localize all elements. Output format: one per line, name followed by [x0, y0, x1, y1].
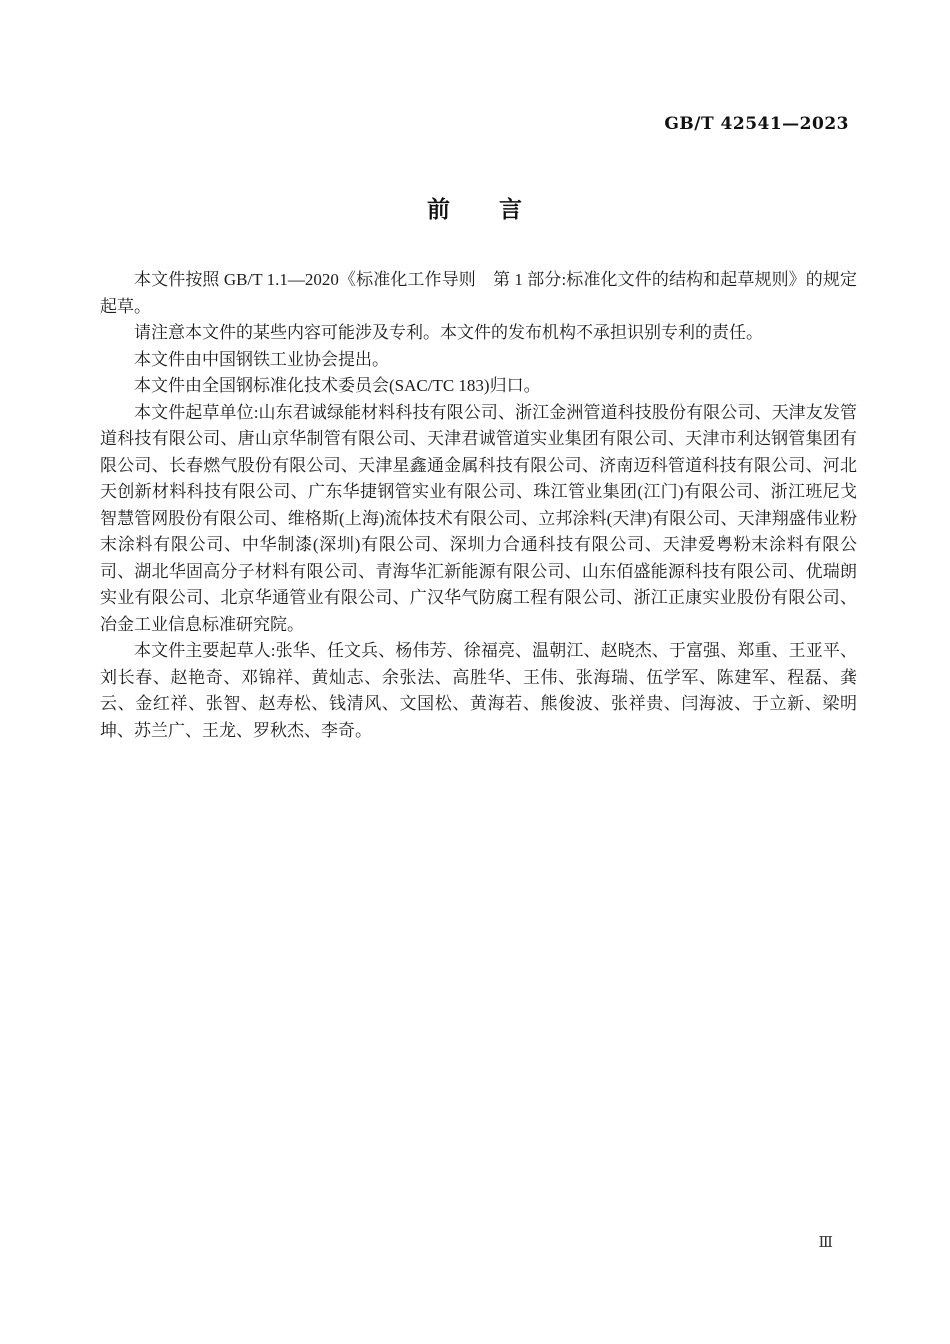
paragraph-main-drafters: 本文件主要起草人:张华、任文兵、杨伟芳、徐福亮、温朝江、赵晓杰、于富强、郑重、王亚平、刘长春、赵艳奇、邓锦祥、黄灿志、余张法、高胜华、王伟、张海瑞、伍学军、陈建军、程磊、龚云、金红祥、张智、赵寿松、钱清风、文国松、黄海若、熊俊波、张祥贵、闫海波、于立新、梁明坤、苏兰广、王龙、罗秋杰、李奇。 [100, 641, 857, 740]
standard-number: GB/T 42541—2023 [664, 114, 849, 134]
paragraph-patent-notice: 请注意本文件的某些内容可能涉及专利。本文件的发布机构不承担识别专利的责任。 [134, 323, 763, 342]
paragraph-centralized-by: 本文件由全国钢标准化技术委员会(SAC/TC 183)归口。 [134, 376, 541, 395]
paragraph-drafting-organizations: 本文件起草单位:山东君诚绿能材料科技有限公司、浙江金洲管道科技股份有限公司、天津友发管道科技有限公司、唐山京华制管有限公司、天津君诚管道实业集团有限公司、天津市利达钢管集团有限公司、长春燃气股份有限公司、天津星鑫通金属科技有限公司、济南迈科管道科技有限公司、河北天创新材料科技有限公司、广东华捷钢管实业有限公司、珠江管业集团(江门)有限公司、浙江班尼戈智慧管网股份有限公司、维格斯(上海)流体技术有限公司、立邦涂料(天津)有限公司、天津翔盛伟业粉末涂料有限公司、中华制漆(深圳)有限公司、深圳力合通科技有限公司、天津爱粤粉末涂料有限公司、湖北华固高分子材料有限公司、青海华汇新能源有限公司、山东佰盛能源科技有限公司、优瑞朗实业有限公司、北京华通管业有限公司、广汉华气防腐工程有限公司、浙江正康实业股份有限公司、冶金工业信息标准研究院。 [100, 402, 857, 634]
paragraph-drafting-rules: 本文件按照 GB/T 1.1—2020《标准化工作导则 第 1 部分:标准化文件的结构和起草规则》的规定起草。 [100, 270, 857, 316]
page-title: 前 言 [427, 196, 523, 222]
page-number: Ⅲ [818, 1233, 833, 1251]
foreword-body [100, 267, 857, 744]
paragraph-proposed-by: 本文件由中国钢铁工业协会提出。 [134, 349, 389, 369]
